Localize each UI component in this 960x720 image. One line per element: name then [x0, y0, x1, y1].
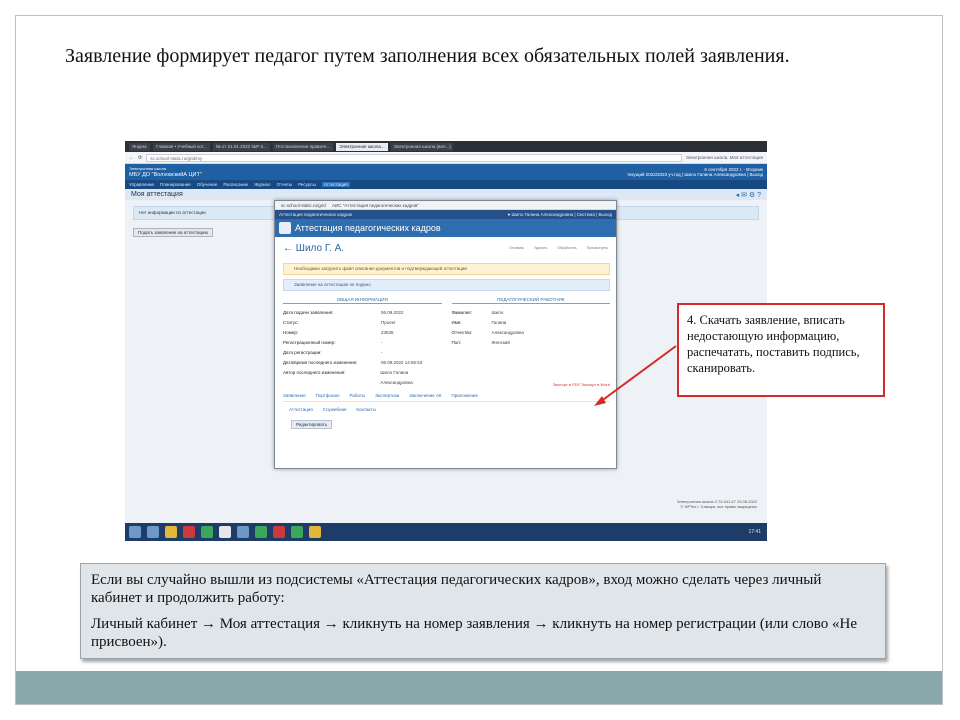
field-row: [452, 318, 611, 328]
start-icon[interactable]: [129, 526, 141, 538]
version-text: Электронная школа 2.74.041.47 29.08.2022: [676, 499, 757, 504]
browser-tab[interactable]: Яндекс: [129, 143, 150, 151]
field-label: Регистрационный номер:: [283, 340, 336, 345]
tab-conclusion[interactable]: Заключение АК: [409, 393, 442, 398]
field-row: [452, 338, 611, 348]
tab-application[interactable]: Заявление: [283, 393, 306, 398]
field-value: Александровна: [491, 330, 524, 335]
field-row: [283, 368, 442, 385]
popup-title-bar: [275, 219, 616, 237]
excel-icon[interactable]: [255, 526, 267, 538]
field-row: [283, 308, 442, 318]
withdraw-button[interactable]: Отозвать: [509, 246, 525, 250]
field-label: Статус:: [283, 320, 299, 325]
url-field[interactable]: sc.school-static.ru/grid/my: [146, 154, 681, 162]
browser-icon[interactable]: [147, 526, 159, 538]
section-teacher: ПЕДАГОГИЧЕСКИЙ РАБОТНИК: [452, 297, 611, 304]
browser-tab[interactable]: № от 21.01.2022 №Р-2...: [213, 143, 270, 151]
copyright-text: © ИРТех г. Самара, все права защищены: [680, 504, 757, 509]
popup-tabs: [283, 390, 610, 402]
field-label: Имя:: [451, 320, 462, 325]
exit-link[interactable]: Выход: [749, 172, 763, 177]
app-menu: [125, 180, 767, 189]
teacher-fields: [452, 308, 611, 378]
header-user-info: 6 сентября 2022 г. - Вторник текущий 2022/2023 уч.год | Шило Галина Александровна | Выход: [626, 167, 763, 177]
tab-portfolio[interactable]: Портфолио: [315, 393, 340, 398]
school-line1: Электронная школа: [129, 166, 166, 171]
menu-item[interactable]: Отчеты: [276, 182, 293, 187]
browser-tab-active[interactable]: Электронная школа...: [336, 143, 387, 151]
info-empty: Нет информации по аттестации: [133, 206, 759, 220]
field-row: [283, 328, 442, 338]
field-value[interactable]: 23635: [381, 330, 394, 335]
field-row: [452, 308, 611, 318]
field-value: Проект: [381, 320, 396, 325]
menu-item[interactable]: Ресурсы: [298, 182, 316, 187]
page-header: [125, 189, 767, 200]
apply-button[interactable]: Подать заявление на аттестацию: [133, 228, 213, 237]
field-label: Номер:: [283, 330, 299, 335]
tab-contacts[interactable]: Контакты: [356, 406, 376, 412]
slide-heading: Заявление формирует педагог путем заполнения всех обязательных полей заявления.: [65, 45, 790, 67]
user-name[interactable]: Шило Галина Александровна: [684, 172, 746, 177]
download-links[interactable]: Экспорт в PDF Экспорт в Word: [552, 382, 610, 387]
menu-item[interactable]: Обучение: [196, 182, 218, 187]
menu-item[interactable]: Журнал: [254, 182, 271, 187]
window-title: Электронная школа. Моя аттестация: [685, 155, 763, 160]
field-value: Женский: [491, 340, 510, 345]
teacher-header: [275, 237, 616, 259]
teacher-name[interactable]: ← Шило Г. А.: [283, 242, 345, 254]
menu-item[interactable]: Расписание: [223, 182, 249, 187]
warning-banner: Необходимо загрузить файл описания документов и подтверждающей аттестации: [283, 263, 610, 275]
reload-icon[interactable]: ⟳: [138, 154, 143, 161]
system-link[interactable]: Система: [576, 212, 595, 217]
app-version-info: [645, 499, 757, 509]
arrow-head: [594, 396, 606, 406]
popup-system-bar: Аттестация педагогических кадров ● Шило Галина Александровна | Система | Выход: [275, 210, 616, 219]
field-value: 06.09.2022 14:56:53: [381, 360, 423, 365]
logout-link[interactable]: Выход: [598, 212, 612, 217]
field-label: Автор последнего изменения:: [283, 370, 346, 375]
note-banner: Заявление на аттестацию не подано: [283, 279, 610, 291]
field-row: [283, 358, 442, 368]
tray-clock: 17:41: [748, 529, 761, 535]
field-value: -: [381, 340, 383, 345]
yandex-icon[interactable]: [183, 526, 195, 538]
user-icon: ●: [507, 212, 511, 217]
file-icon[interactable]: [219, 526, 231, 538]
whatsapp-icon[interactable]: [291, 526, 303, 538]
info-panel: [80, 563, 886, 659]
tab-works[interactable]: Работы: [349, 393, 366, 398]
browser-tab-strip: [125, 141, 767, 152]
tab-expertise[interactable]: Экспертиза: [375, 393, 400, 398]
popup-window-title: АИС "Аттестация педагогических кадров": [332, 203, 419, 208]
process-button[interactable]: Обработать: [557, 246, 577, 250]
date-text: 6 сентября 2022 г. - Вторник: [704, 167, 763, 172]
info-paragraph-2: Личный кабинет → Моя аттестация → кликнуть на номер заявления → кликнуть на номер регистрации (или слово «Не присвоен»).: [91, 616, 858, 650]
section-headers: [283, 297, 610, 304]
field-label: Дата подачи заявления:: [283, 310, 334, 315]
popup-user[interactable]: Шило Галина Александровна: [511, 212, 574, 217]
tab-service[interactable]: Служебная: [322, 406, 347, 412]
attestation-icon: [279, 222, 291, 234]
field-row: [283, 338, 442, 348]
school-brand: [129, 166, 202, 178]
popup-window: [274, 200, 617, 469]
system-name: Аттестация педагогических кадров: [279, 212, 352, 217]
section-general: ОБЩАЯ ИНФОРМАЦИЯ: [283, 297, 442, 304]
callout-arrow: [590, 340, 680, 410]
field-label: Отчество:: [451, 330, 473, 335]
field-label: Пол:: [451, 340, 462, 345]
menu-item[interactable]: Управление: [129, 182, 155, 187]
pdf-icon[interactable]: [309, 526, 321, 538]
arrow-line: [600, 346, 676, 402]
popup-tabs-secondary: [289, 402, 610, 416]
browser-tab[interactable]: Электронная школа (вал...): [391, 143, 453, 151]
field-value: -: [381, 350, 383, 355]
tab-attestation[interactable]: Аттестация: [289, 406, 313, 412]
field-label: Фамилия:: [451, 310, 472, 315]
view-button[interactable]: Просмотреть: [586, 246, 608, 250]
instruction-callout: 4. Скачать заявление, вписать недостающую информацию, распечатать, поставить подпись, сканировать.: [677, 303, 885, 397]
info-paragraph-1: Если вы случайно вышли из подсистемы «Аттестация педагогических кадров», вход можно сделать через личный кабинет и продолжить работу:: [91, 572, 822, 606]
field-value: Шило: [491, 310, 504, 315]
popup-title: Аттестация педагогических кадров: [295, 223, 441, 233]
year-text: текущий 2022/2023 уч.год: [626, 172, 681, 177]
back-icon[interactable]: ←: [129, 154, 134, 161]
browser-tab[interactable]: Главная • Учебный кот...: [153, 143, 210, 151]
action-buttons: [509, 246, 608, 250]
tab-attachment[interactable]: Приложение: [451, 393, 478, 398]
chrome-icon[interactable]: [201, 526, 213, 538]
field-value: 06.09.2022: [381, 310, 404, 315]
os-taskbar: [125, 523, 767, 541]
page-title: Моя аттестация: [131, 191, 183, 198]
menu-item-active[interactable]: Аттестация: [323, 182, 348, 187]
field-row: [452, 328, 611, 338]
browser-tab[interactable]: Постановление правите...: [273, 143, 333, 151]
word-icon[interactable]: [237, 526, 249, 538]
field-label: Дата регистрации:: [283, 350, 322, 355]
app-header: [125, 164, 767, 180]
browser-address-bar: [125, 152, 767, 164]
field-row: [283, 348, 442, 358]
field-row: [283, 318, 442, 328]
school-line2: МБУ ДО "ВолховскийА ЦИТ": [129, 172, 202, 178]
header-icons: ◂ ✉ ⚙ ?: [735, 191, 761, 199]
delete-button[interactable]: Удалить: [534, 246, 548, 250]
menu-item[interactable]: Планирование: [160, 182, 191, 187]
folder-icon[interactable]: [165, 526, 177, 538]
field-label: Дата/время последнего изменения:: [283, 360, 358, 365]
field-value: Галина: [491, 320, 507, 325]
field-value: Шило Галина Александровна: [380, 370, 413, 385]
app-icon[interactable]: [273, 526, 285, 538]
popup-url[interactable]: sc.school-static.ru/grid: [281, 203, 326, 208]
general-fields: [283, 308, 442, 385]
slide-footer-band: [16, 671, 942, 704]
edit-button[interactable]: Редактировать: [291, 420, 332, 429]
popup-address-bar: [275, 201, 616, 210]
